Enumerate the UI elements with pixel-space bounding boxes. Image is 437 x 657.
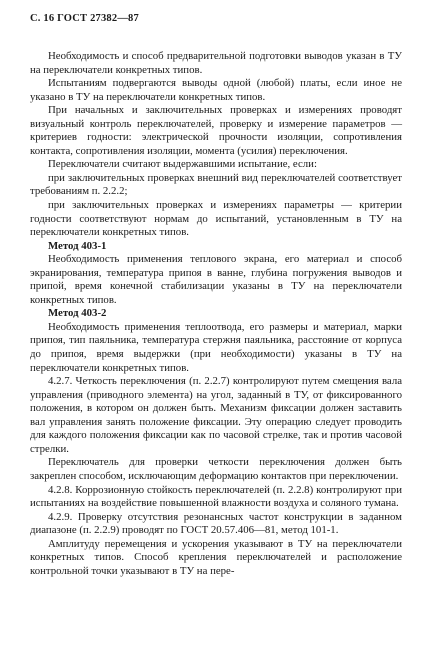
body-text xyxy=(30,50,402,578)
paragraph: 4.2.9. Проверку отсутствия резонансных частот конструкции в заданном диапазоне (п. 2.2.9) проводят по ГОСТ 20.57.406—81, метод 101-1. xyxy=(30,510,402,537)
paragraph: при заключительных проверках внешний вид переключателей соответствует требованиям п. 2.2.2; xyxy=(30,171,402,198)
running-header: С. 16 ГОСТ 27382—87 xyxy=(30,13,139,24)
paragraph: Переключатели считают выдержавшими испытание, если: xyxy=(48,158,317,171)
paragraph: 4.2.8. Коррозионную стойкость переключателей (п. 2.2.8) контролируют при испытаниях на воздействие повышенной влажности воздуха и соляного тумана. xyxy=(30,483,402,510)
paragraph: Необходимость применения теплоотвода, его размеры и материал, марки припоя, тип паяльника, температура стержня паяльника, расстояние от корпуса до припоя, время выдержки (при необходимости) указаны в ТУ на переключатели конкретных типов. xyxy=(30,320,402,374)
paragraph: Испытаниям подвергаются выводы одной (любой) платы, если иное не указано в ТУ на переключатели конкретных типов. xyxy=(30,77,402,103)
paragraph: Необходимость применения теплового экрана, его материал и способ экранирования, температура припоя в ванне, глубина погружения выводов и припой, время конечной стабилизации указаны в ТУ на переключатели конкретных типов. xyxy=(30,253,402,306)
paragraph: При начальных и заключительных проверках и измерениях проводят визуальный контроль переключателей, проверку и измерение параметров — критериев годности: электрической прочности изоляции, сопротивления контакта, сопротивления изоляции, момента (усилия) переключения. xyxy=(30,104,402,157)
paragraph: при заключительных проверках и измерениях параметры — критерии годности соответствуют нормам до испытаний, установленным в ТУ на переключатели конкретных типов. xyxy=(30,199,402,239)
paragraph: 4.2.7. Четкость переключения (п. 2.2.7) контролируют путем смещения вала управления (приводного элемента) на угол, заданный в ТУ, от фиксированного положения, в котором он должен быть. Механизм фиксации должен заставить вал управления занять положение фиксации. Эту операцию следует проводить для каждого положения фиксации как по часовой стрелке, так и против часовой стрелки. xyxy=(30,375,402,455)
paragraph: Переключатель для проверки четкости переключения должен быть закреплен способом, исключающим деформацию контактов при переключении. xyxy=(30,456,402,482)
paragraph: Необходимость и способ предварительной подготовки выводов указан в ТУ на переключатели конкретных типов. xyxy=(30,50,402,76)
method-heading-403-1: Метод 403-1 xyxy=(48,239,107,252)
paragraph: Амплитуду перемещения и ускорения указывают в ТУ на переключатели конкретных типов. Способ крепления переключателей и расположение контрольной точки указывают в ТУ на пере- xyxy=(30,537,402,577)
method-heading-403-2: Метод 403-2 xyxy=(48,307,107,320)
